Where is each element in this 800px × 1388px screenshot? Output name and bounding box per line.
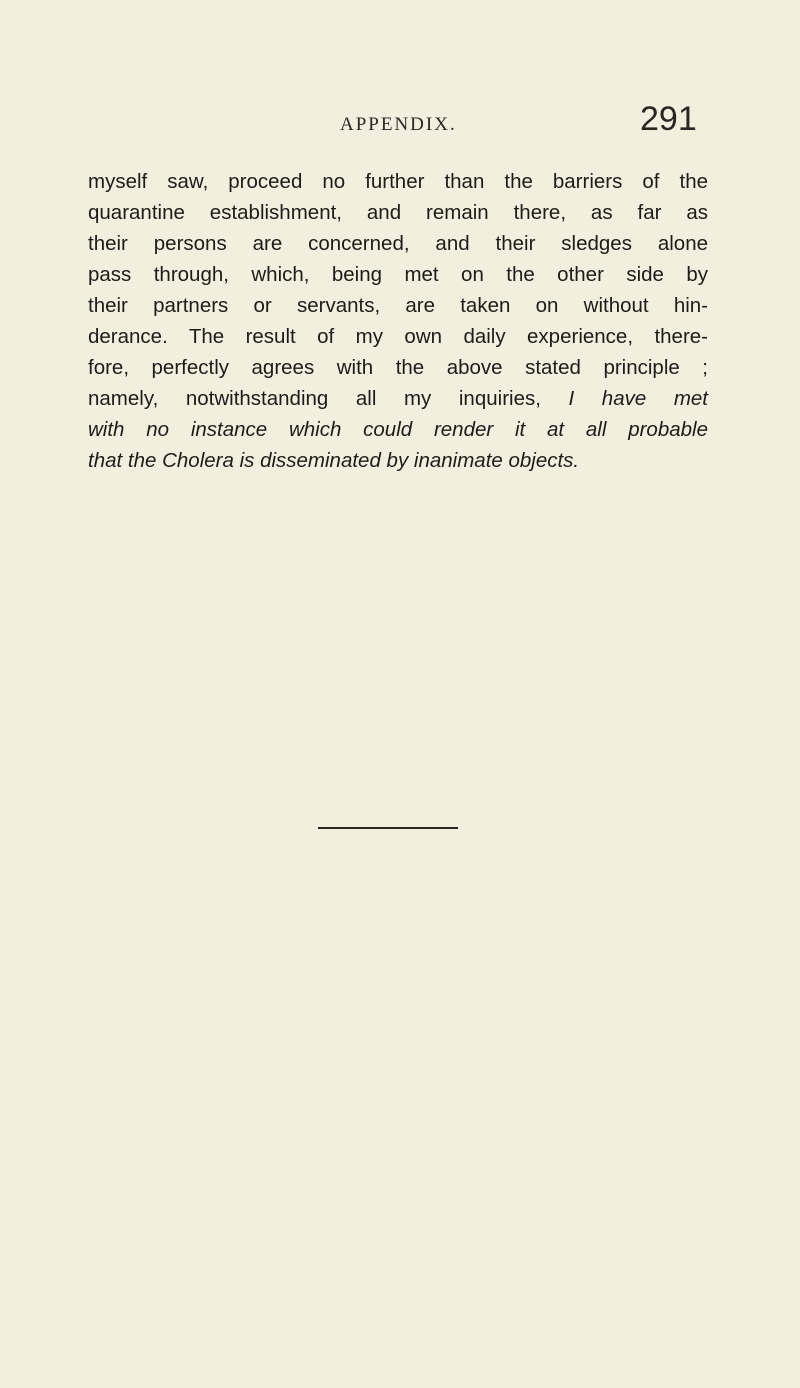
italic-text-segment: I have met — [568, 387, 709, 410]
body-paragraph — [88, 166, 708, 476]
text-line — [88, 414, 708, 445]
text-line — [88, 445, 708, 476]
text-line — [88, 259, 708, 290]
text-line — [88, 290, 708, 321]
italic-text-segment: with no instance which could render it at all probable — [88, 418, 708, 441]
text-line — [88, 228, 708, 259]
text-segment: their partners or servants, are taken on without hin- — [88, 294, 708, 317]
text-line — [88, 166, 708, 197]
text-line — [88, 352, 708, 383]
italic-text-segment: that the Cholera is disseminated by inanimate objects. — [88, 449, 580, 472]
text-segment: derance. The result of my own daily experience, there- — [88, 325, 708, 348]
text-segment: pass through, which, being met on the other side by — [88, 263, 708, 286]
text-line — [88, 383, 708, 414]
section-rule — [318, 827, 458, 829]
text-segment: namely, notwithstanding all my inquiries, — [88, 387, 569, 410]
text-line — [88, 321, 708, 352]
running-head — [0, 100, 800, 140]
page-number: 291 — [640, 100, 697, 138]
text-segment: fore, perfectly agrees with the above stated principle ; — [88, 356, 708, 379]
text-segment: myself saw, proceed no further than the barriers of the — [88, 170, 708, 193]
running-title: APPENDIX. — [340, 114, 457, 135]
text-line — [88, 197, 708, 228]
text-segment: quarantine establishment, and remain there, as far as — [88, 201, 708, 224]
text-segment: their persons are concerned, and their sledges alone — [88, 232, 708, 255]
